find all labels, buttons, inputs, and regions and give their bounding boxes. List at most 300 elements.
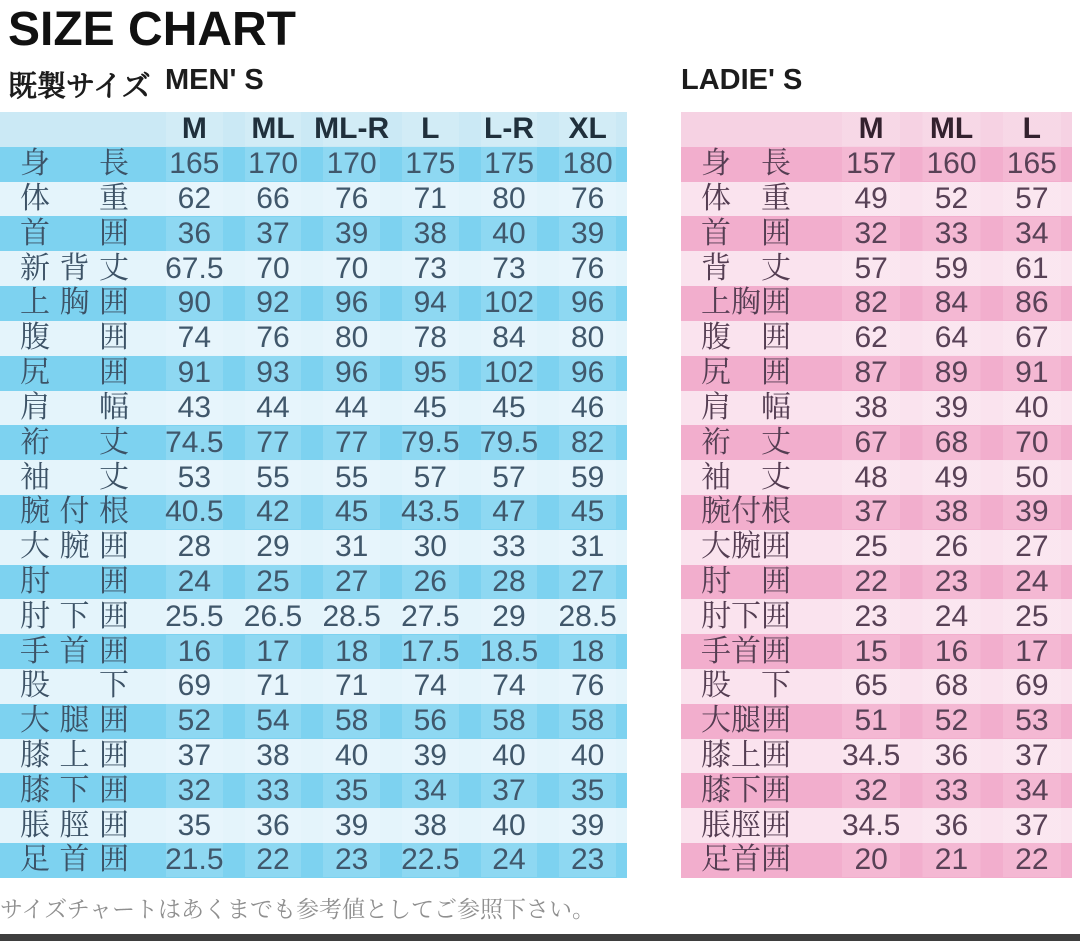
measurement-label-char: 囲 — [99, 704, 129, 738]
measurement-value: 36 — [911, 739, 991, 773]
measurement-label-char: 股 — [20, 669, 50, 703]
measurement-value: 22 — [831, 565, 911, 599]
measurement-value: 23 — [831, 600, 911, 634]
measurement-label — [681, 495, 831, 529]
measurement-value: 40.5 — [155, 495, 234, 529]
table-row — [0, 425, 627, 460]
measurement-value: 82 — [831, 286, 911, 320]
table-header-row — [681, 112, 1072, 147]
measurement-value: 78 — [391, 321, 470, 355]
measurement-label-char: 肩 — [701, 390, 731, 424]
measurement-label — [0, 495, 155, 529]
measurement-value: 16 — [911, 635, 991, 669]
measurement-value: 102 — [470, 356, 549, 390]
measurement-value: 70 — [992, 426, 1072, 460]
measurement-label — [0, 252, 155, 286]
measurement-label — [681, 356, 831, 390]
measurement-label-char: 脛 — [59, 808, 90, 842]
table-row — [681, 808, 1072, 843]
table-row — [0, 599, 627, 634]
measurement-value: 52 — [911, 182, 991, 216]
measurement-value: 74 — [155, 321, 234, 355]
measurement-value: 95 — [391, 356, 470, 390]
measurement-label-char: 足 — [20, 843, 50, 877]
measurement-label — [0, 286, 155, 320]
measurement-value: 25 — [992, 600, 1072, 634]
measurement-label-char: 膝 — [20, 773, 50, 807]
table-row — [0, 356, 627, 391]
measurement-value: 15 — [831, 635, 911, 669]
table-row — [0, 565, 627, 600]
measurement-label-char: 首 — [20, 216, 50, 250]
measurement-value: 22 — [234, 843, 313, 877]
measurement-value: 87 — [831, 356, 911, 390]
measurement-value: 29 — [470, 600, 549, 634]
measurement-value: 76 — [312, 182, 391, 216]
table-row — [0, 704, 627, 739]
measurement-label-char: 肘 — [20, 564, 50, 598]
measurement-label — [0, 147, 155, 181]
measurement-label-char: 膝 — [701, 773, 731, 807]
measurement-label-char: 肘 — [20, 599, 50, 633]
measurement-label-char: 囲 — [761, 773, 791, 807]
measurement-label-char: 腿 — [731, 704, 761, 738]
measurement-value: 40 — [470, 217, 549, 251]
measurement-value: 68 — [911, 669, 991, 703]
measurement-label — [681, 252, 831, 286]
table-row — [681, 425, 1072, 460]
measurement-value: 92 — [234, 286, 313, 320]
measurement-value: 26 — [391, 565, 470, 599]
measurement-label-char: 腕 — [59, 530, 90, 564]
measurement-value: 26.5 — [234, 600, 313, 634]
ladies-size-table — [681, 112, 1072, 878]
measurement-label — [681, 774, 831, 808]
measurement-value: 28.5 — [548, 600, 627, 634]
measurement-value: 57 — [391, 461, 470, 495]
measurement-value: 73 — [470, 252, 549, 286]
measurement-label — [0, 565, 155, 599]
measurement-label-char: 腹 — [20, 321, 50, 355]
size-column-header: L-R — [470, 112, 549, 146]
table-row — [681, 565, 1072, 600]
measurement-label-char: 囲 — [99, 843, 129, 877]
measurement-label-char: 手 — [701, 634, 731, 668]
measurement-label — [681, 391, 831, 425]
measurement-value: 31 — [548, 530, 627, 564]
measurement-label — [681, 704, 831, 738]
table-row — [0, 286, 627, 321]
measurement-value: 36 — [911, 809, 991, 843]
measurement-value: 70 — [312, 252, 391, 286]
measurement-value: 55 — [312, 461, 391, 495]
measurement-label-char: 長 — [99, 147, 129, 181]
measurement-value: 86 — [992, 286, 1072, 320]
measurement-label-char: 丈 — [761, 425, 791, 459]
measurement-value: 37 — [831, 495, 911, 529]
measurement-label — [0, 182, 155, 216]
measurement-label-char: 首 — [731, 634, 761, 668]
measurement-label-char: 囲 — [761, 356, 791, 390]
measurement-value: 52 — [911, 704, 991, 738]
measurement-label-char: 股 — [701, 669, 731, 703]
measurement-value: 46 — [548, 391, 627, 425]
measurement-value: 175 — [470, 147, 549, 181]
table-row — [0, 391, 627, 426]
measurement-label-char: 首 — [59, 634, 90, 668]
table-row — [0, 251, 627, 286]
table-row — [681, 704, 1072, 739]
measurement-value: 27.5 — [391, 600, 470, 634]
measurement-value: 33 — [911, 774, 991, 808]
measurement-label-char: 手 — [20, 634, 50, 668]
measurement-value: 74 — [391, 669, 470, 703]
measurement-label-char: 上 — [20, 286, 50, 320]
measurement-label-char: 重 — [761, 182, 791, 216]
measurement-value: 38 — [911, 495, 991, 529]
measurement-value: 49 — [831, 182, 911, 216]
measurement-value: 38 — [391, 809, 470, 843]
measurement-label — [681, 321, 831, 355]
table-row — [0, 669, 627, 704]
measurement-label — [0, 635, 155, 669]
measurement-label — [681, 669, 831, 703]
measurement-label-char: 腕 — [701, 495, 731, 529]
measurement-value: 64 — [911, 321, 991, 355]
measurement-label-char: 囲 — [99, 808, 129, 842]
measurement-value: 47 — [470, 495, 549, 529]
measurement-label-char: 膝 — [20, 739, 50, 773]
measurement-value: 32 — [155, 774, 234, 808]
measurement-value: 17 — [992, 635, 1072, 669]
measurement-value: 16 — [155, 635, 234, 669]
size-column-header: XL — [548, 112, 627, 146]
measurement-value: 76 — [548, 669, 627, 703]
measurement-label-char: 上 — [731, 739, 761, 773]
measurement-value: 21.5 — [155, 843, 234, 877]
measurement-value: 65 — [831, 669, 911, 703]
size-column-header: M — [155, 112, 234, 146]
table-row — [681, 182, 1072, 217]
measurement-value: 23 — [548, 843, 627, 877]
measurement-value: 157 — [831, 147, 911, 181]
measurement-label-char: 腕 — [731, 530, 761, 564]
measurement-value: 34 — [992, 774, 1072, 808]
measurement-value: 37 — [234, 217, 313, 251]
measurement-value: 90 — [155, 286, 234, 320]
measurement-label-char: 首 — [701, 216, 731, 250]
measurement-value: 45 — [312, 495, 391, 529]
measurement-value: 165 — [155, 147, 234, 181]
measurement-label-char: 裄 — [20, 425, 50, 459]
measurement-value: 18 — [312, 635, 391, 669]
measurement-value: 31 — [312, 530, 391, 564]
measurement-value: 73 — [391, 252, 470, 286]
table-row — [0, 843, 627, 878]
measurement-value: 32 — [831, 217, 911, 251]
measurement-value: 40 — [470, 739, 549, 773]
measurement-value: 56 — [391, 704, 470, 738]
measurement-value: 102 — [470, 286, 549, 320]
measurement-label-char: 首 — [59, 843, 90, 877]
measurement-value: 94 — [391, 286, 470, 320]
measurement-value: 39 — [391, 739, 470, 773]
measurement-label-char: 付 — [59, 495, 90, 529]
measurement-label-char: 幅 — [761, 390, 791, 424]
measurement-value: 80 — [312, 321, 391, 355]
table-row — [681, 251, 1072, 286]
measurement-value: 30 — [391, 530, 470, 564]
measurement-value: 23 — [312, 843, 391, 877]
measurement-value: 24 — [155, 565, 234, 599]
measurement-value: 54 — [234, 704, 313, 738]
measurement-value: 74.5 — [155, 426, 234, 460]
measurement-label-char: 肘 — [701, 564, 731, 598]
measurement-label-char: 体 — [20, 182, 50, 216]
measurement-label-char: 囲 — [99, 599, 129, 633]
measurement-value: 71 — [391, 182, 470, 216]
measurement-value: 77 — [312, 426, 391, 460]
measurement-value: 74 — [470, 669, 549, 703]
measurement-label-char: 身 — [20, 147, 50, 181]
mens-size-table — [0, 112, 627, 878]
measurement-label-char: 尻 — [701, 356, 731, 390]
measurement-value: 45 — [470, 391, 549, 425]
measurement-label-char: 肘 — [701, 599, 731, 633]
measurement-label-char: 幅 — [99, 390, 129, 424]
measurement-value: 84 — [911, 286, 991, 320]
measurement-label-char: 足 — [701, 843, 731, 877]
measurement-label-char: 囲 — [99, 530, 129, 564]
table-row — [681, 669, 1072, 704]
table-row — [681, 530, 1072, 565]
measurement-label — [0, 426, 155, 460]
measurement-label-char: 肩 — [20, 390, 50, 424]
measurement-label-char: 背 — [59, 251, 90, 285]
size-column-header: L — [992, 112, 1072, 146]
measurement-label-char: 囲 — [99, 321, 129, 355]
measurement-label-char: 丈 — [99, 425, 129, 459]
measurement-value: 53 — [992, 704, 1072, 738]
measurement-value: 68 — [911, 426, 991, 460]
measurement-label — [681, 635, 831, 669]
measurement-value: 43 — [155, 391, 234, 425]
measurement-label-char: 囲 — [761, 808, 791, 842]
measurement-value: 39 — [312, 217, 391, 251]
measurement-value: 58 — [548, 704, 627, 738]
measurement-label-char: 腿 — [59, 704, 90, 738]
measurement-label — [681, 182, 831, 216]
table-row — [681, 843, 1072, 878]
measurement-value: 17 — [234, 635, 313, 669]
table-row — [681, 391, 1072, 426]
measurement-value: 40 — [548, 739, 627, 773]
measurement-value: 48 — [831, 461, 911, 495]
table-row — [681, 147, 1072, 182]
measurement-value: 96 — [548, 356, 627, 390]
measurement-label-char: 大 — [701, 530, 731, 564]
measurement-label-char: 囲 — [761, 216, 791, 250]
measurement-label-char: 囲 — [761, 321, 791, 355]
measurement-value: 50 — [992, 461, 1072, 495]
measurement-value: 26 — [911, 530, 991, 564]
measurement-value: 22 — [992, 843, 1072, 877]
measurement-value: 23 — [911, 565, 991, 599]
measurement-label-char: 大 — [20, 704, 50, 738]
table-row — [681, 773, 1072, 808]
measurement-value: 49 — [911, 461, 991, 495]
measurement-label — [681, 217, 831, 251]
measurement-value: 40 — [992, 391, 1072, 425]
table-row — [681, 286, 1072, 321]
measurement-label-char: 大 — [20, 530, 50, 564]
measurement-value: 35 — [155, 809, 234, 843]
measurement-value: 76 — [548, 182, 627, 216]
measurement-value: 24 — [992, 565, 1072, 599]
measurement-label-char: 袖 — [701, 460, 731, 494]
measurement-value: 40 — [470, 809, 549, 843]
measurement-value: 18.5 — [470, 635, 549, 669]
measurement-label-char: 脛 — [731, 808, 761, 842]
measurement-value: 32 — [831, 774, 911, 808]
table-row — [0, 216, 627, 251]
table-row — [0, 147, 627, 182]
measurement-value: 37 — [470, 774, 549, 808]
table-row — [0, 808, 627, 843]
measurement-label — [681, 426, 831, 460]
measurement-label — [681, 565, 831, 599]
measurement-value: 89 — [911, 356, 991, 390]
measurement-value: 67 — [831, 426, 911, 460]
measurement-value: 34.5 — [831, 809, 911, 843]
measurement-label-char: 下 — [59, 773, 90, 807]
measurement-label-char: 裄 — [701, 425, 731, 459]
measurement-value: 96 — [312, 356, 391, 390]
table-row — [681, 495, 1072, 530]
measurement-value: 96 — [548, 286, 627, 320]
measurement-value: 80 — [548, 321, 627, 355]
measurement-label-char: 根 — [99, 495, 129, 529]
table-row — [0, 182, 627, 217]
measurement-value: 59 — [548, 461, 627, 495]
measurement-value: 33 — [470, 530, 549, 564]
ladies-section-heading: LADIE' S — [681, 64, 803, 96]
measurement-value: 165 — [992, 147, 1072, 181]
measurement-label-char: 下 — [761, 669, 791, 703]
table-row — [681, 634, 1072, 669]
size-column-header: L — [391, 112, 470, 146]
measurement-label-char: 膝 — [701, 739, 731, 773]
measurement-value: 27 — [312, 565, 391, 599]
measurement-value: 39 — [548, 217, 627, 251]
table-row — [681, 356, 1072, 391]
measurement-value: 52 — [155, 704, 234, 738]
measurement-value: 38 — [391, 217, 470, 251]
measurement-label — [0, 704, 155, 738]
measurement-value: 51 — [831, 704, 911, 738]
measurement-label — [0, 774, 155, 808]
measurement-value: 39 — [911, 391, 991, 425]
measurement-label-char: 囲 — [761, 843, 791, 877]
measurement-value: 57 — [470, 461, 549, 495]
measurement-label — [0, 461, 155, 495]
measurement-value: 27 — [548, 565, 627, 599]
measurement-label-char: 脹 — [20, 808, 50, 842]
measurement-label-char: 背 — [701, 251, 731, 285]
bottom-divider-bar — [0, 934, 1080, 941]
measurement-value: 22.5 — [391, 843, 470, 877]
measurement-label-char: 大 — [701, 704, 731, 738]
page-title: SIZE CHART — [8, 3, 296, 56]
measurement-value: 66 — [234, 182, 313, 216]
measurement-label-char: 丈 — [761, 460, 791, 494]
measurement-value: 67 — [992, 321, 1072, 355]
measurement-value: 170 — [234, 147, 313, 181]
measurement-value: 44 — [234, 391, 313, 425]
table-row — [0, 495, 627, 530]
measurement-label-char: 体 — [701, 182, 731, 216]
measurement-label-char: 根 — [761, 495, 791, 529]
measurement-value: 57 — [831, 252, 911, 286]
measurement-label-char: 尻 — [20, 356, 50, 390]
measurement-label — [681, 286, 831, 320]
measurement-value: 25 — [234, 565, 313, 599]
size-column-header: ML-R — [314, 112, 390, 146]
measurement-value: 29 — [234, 530, 313, 564]
measurement-label-char: 囲 — [99, 564, 129, 598]
measurement-value: 62 — [155, 182, 234, 216]
measurement-value: 44 — [312, 391, 391, 425]
measurement-value: 175 — [391, 147, 470, 181]
measurement-value: 17.5 — [391, 635, 470, 669]
measurement-value: 33 — [234, 774, 313, 808]
measurement-value: 34 — [992, 217, 1072, 251]
measurement-value: 28 — [470, 565, 549, 599]
measurement-value: 35 — [548, 774, 627, 808]
measurement-label-char: 付 — [731, 495, 761, 529]
measurement-value: 61 — [992, 252, 1072, 286]
table-header-row — [0, 112, 627, 147]
measurement-label-char: 新 — [20, 251, 50, 285]
measurement-value: 39 — [312, 809, 391, 843]
measurement-value: 33 — [911, 217, 991, 251]
measurement-value: 59 — [911, 252, 991, 286]
measurement-value: 40 — [312, 739, 391, 773]
measurement-value: 18 — [548, 635, 627, 669]
measurement-label-char: 腕 — [20, 495, 50, 529]
measurement-label-char: 上 — [59, 739, 90, 773]
table-row — [681, 460, 1072, 495]
measurement-label-char: 囲 — [99, 739, 129, 773]
measurement-label — [681, 530, 831, 564]
measurement-value: 37 — [992, 809, 1072, 843]
measurement-value: 37 — [155, 739, 234, 773]
measurement-value: 67.5 — [155, 252, 234, 286]
table-row — [681, 216, 1072, 251]
measurement-value: 82 — [548, 426, 627, 460]
measurement-value: 36 — [234, 809, 313, 843]
measurement-label-char: 囲 — [761, 634, 791, 668]
measurement-label — [0, 809, 155, 843]
table-row — [0, 739, 627, 774]
measurement-label — [681, 147, 831, 181]
measurement-value: 28.5 — [312, 600, 391, 634]
table-row — [681, 599, 1072, 634]
measurement-value: 58 — [470, 704, 549, 738]
measurement-value: 24 — [911, 600, 991, 634]
table-row — [681, 321, 1072, 356]
measurement-value: 43.5 — [391, 495, 470, 529]
